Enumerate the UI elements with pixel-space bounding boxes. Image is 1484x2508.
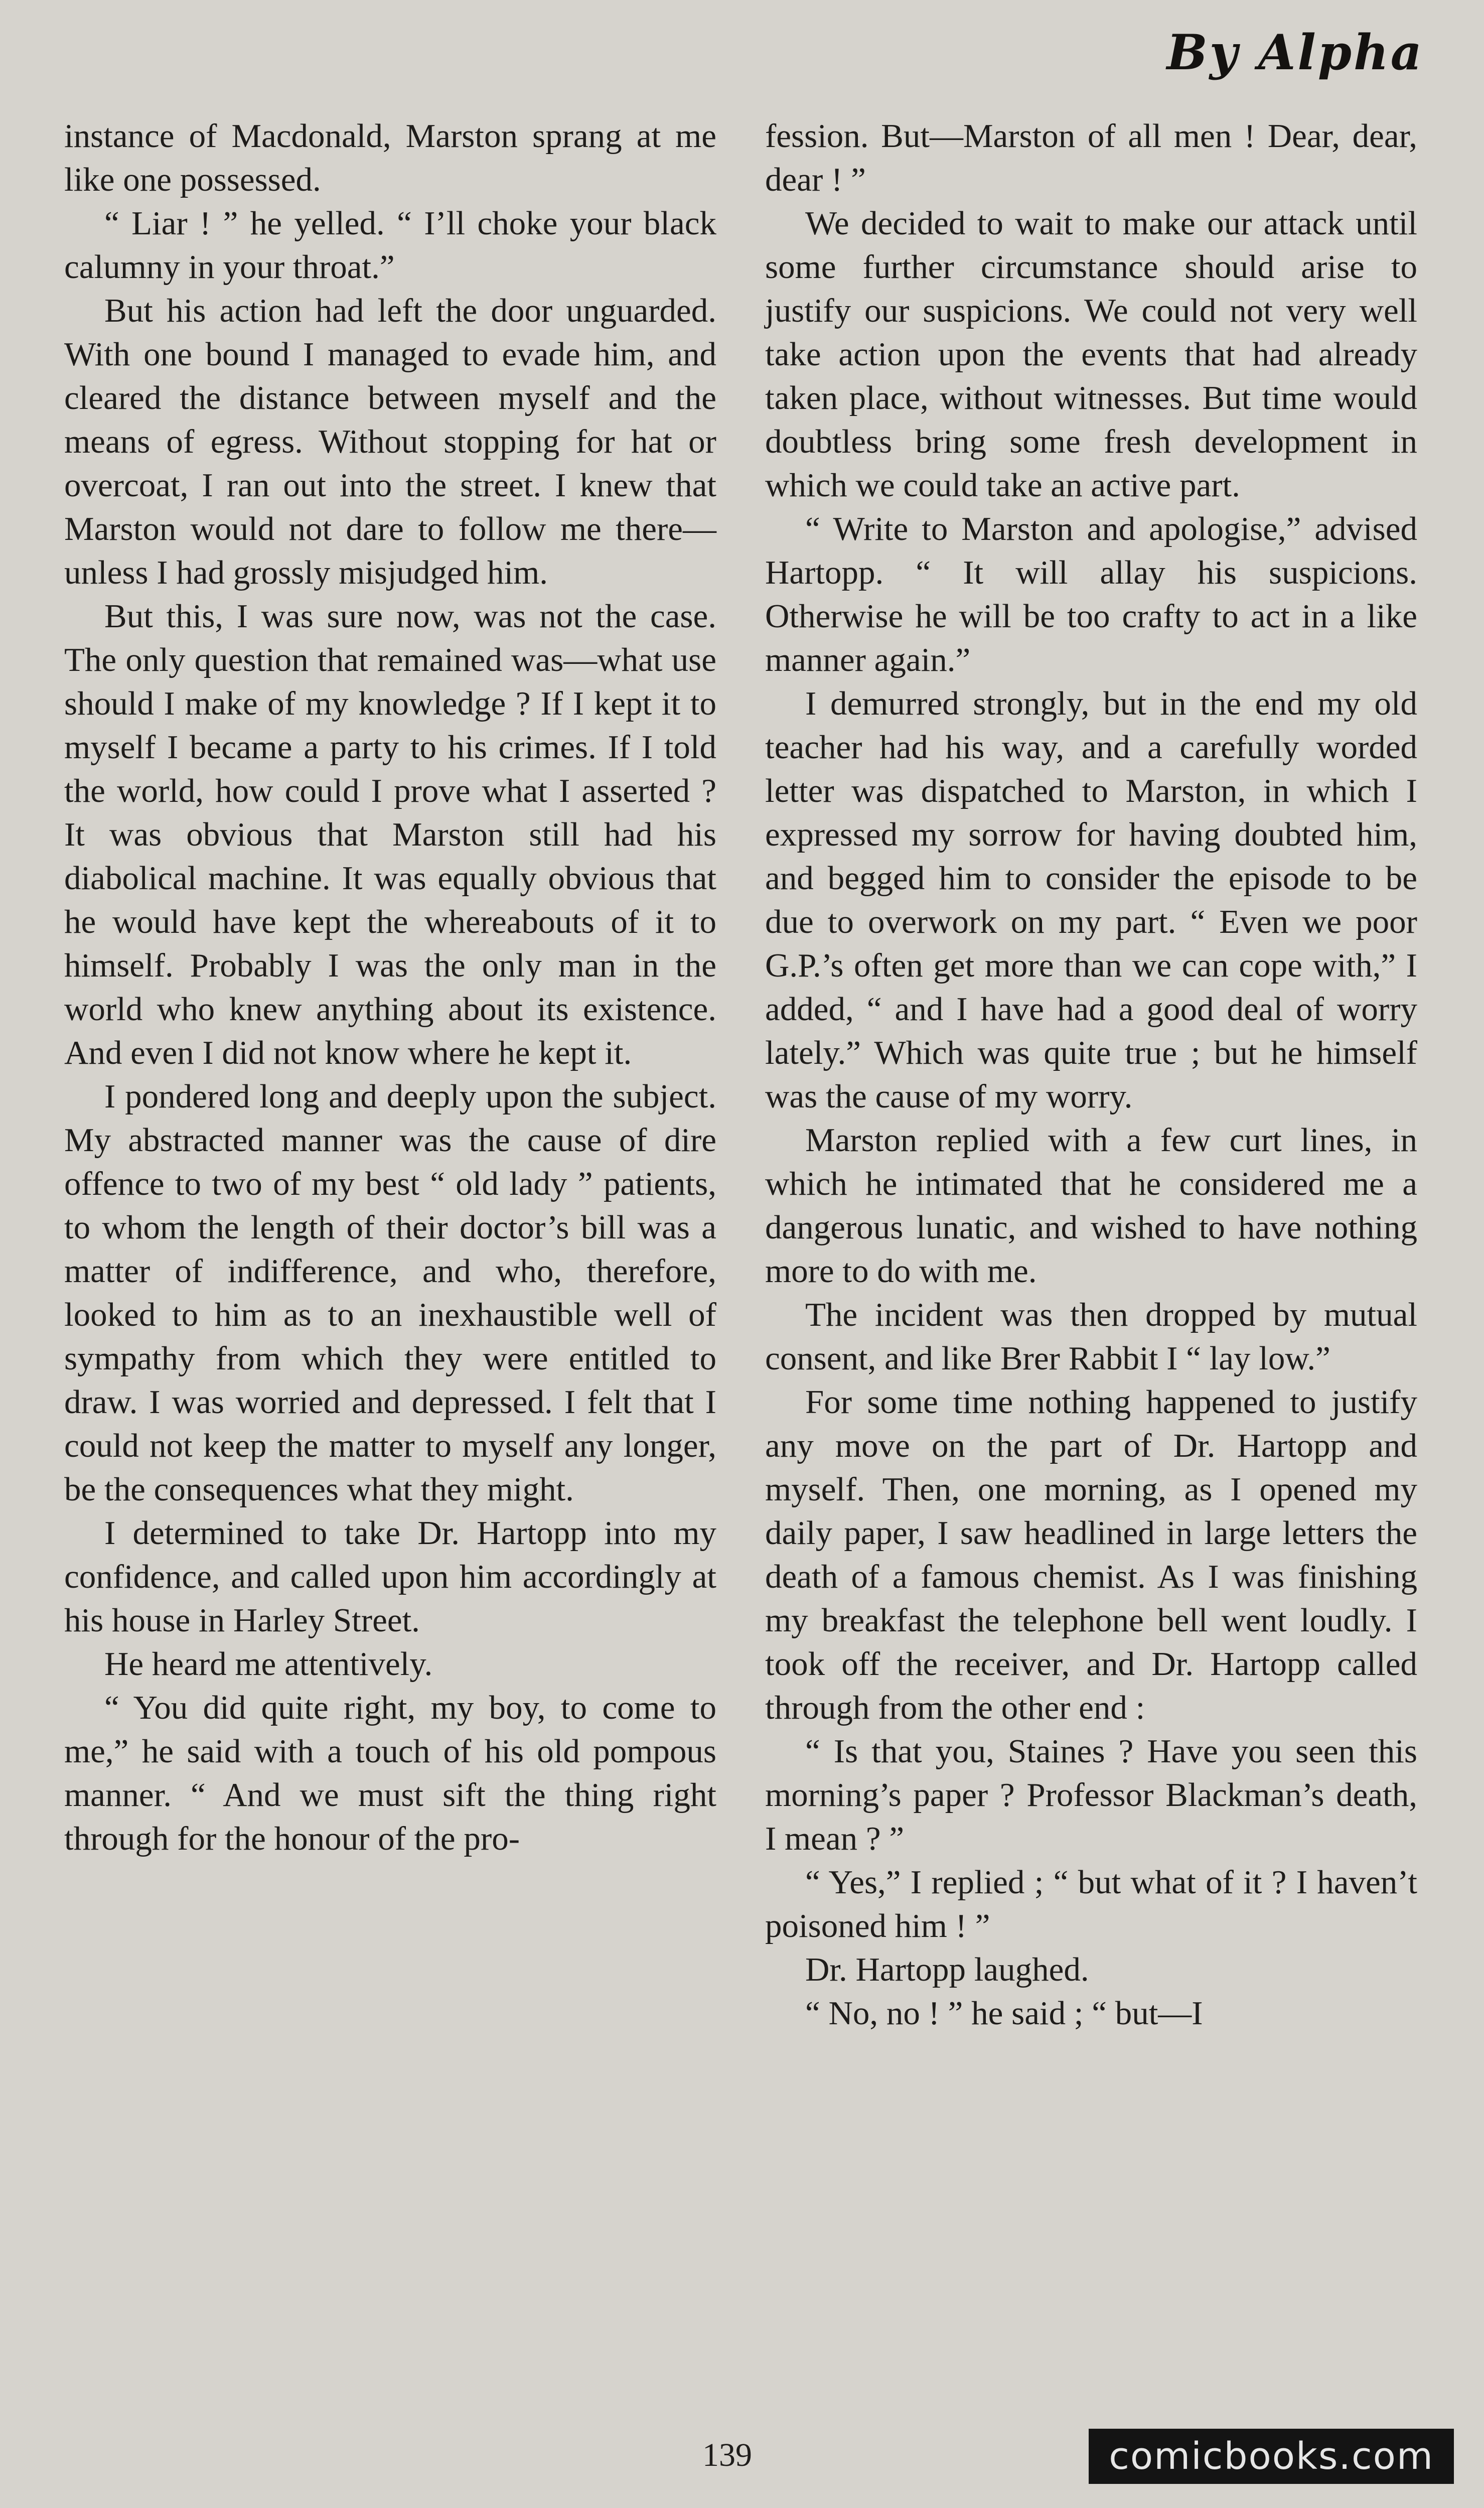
paragraph: But this, I was sure now, was not the case. The only question that remained was—what use should I make of my knowledge ? If I kept it to myself I became a party to his crimes. If I told the world, how could I prove what I asserted ? It was obvious that Marston still had his diabolical machine. It was equally obvious that he would have kept the whereabouts of it to himself. Probably I was the only man in the world who knew anything about its existence. And even I did not know where he kept it. [64,598,716,1071]
site-watermark: comicbooks.com [1089,2429,1454,2484]
paragraph: “ Liar ! ” he yelled. “ I’ll choke your black calumny in your throat.” [64,205,716,286]
page-number: 139 [702,2437,752,2473]
text-column-left [64,114,716,1861]
paragraph: Marston replied with a few curt lines, in which he intimated that he considered me a dangerous lunatic, and wished to have nothing more to do with me. [765,1122,1417,1290]
paragraph: I demurred strongly, but in the end my old teacher had his way, and a carefully worded letter was dispatched to Marston, in which I expressed my sorrow for having doubted him, and begged him to consider the episode to be due to overwork on my part. “ Even we poor G.P.’s often get more than we can cope with,” I added, “ and I have had a good deal of worry lately.” Which was quite true ; but he himself was the cause of my worry. [765,685,1417,1115]
paragraph: He heard me attentively. [104,1645,433,1683]
paragraph: But his action had left the door unguarded. With one bound I managed to evade him, and cleared the distance between myself and the means of egress. Without stopping for hat or overcoat, I ran out into the street. I knew that Marston would not dare to follow me there—unless I had grossly misjudged him. [64,292,716,591]
paragraph: The incident was then dropped by mutual consent, and like Brer Rabbit I “ lay low.” [765,1296,1417,1377]
paragraph: instance of Macdonald, Marston sprang at me like one possessed. [64,117,716,198]
paragraph: “ You did quite right, my boy, to come to me,” he said with a touch of his old pompous manner. “ And we must sift the thing right through for the honour of the pro- [64,1689,716,1857]
paragraph: “ Yes,” I replied ; “ but what of it ? I haven’t poisoned him ! ” [765,1864,1417,1944]
page-header-byline: By Alpha [1166,24,1424,81]
paragraph: “ Is that you, Staines ? Have you seen this morning’s paper ? Professor Blackman’s death, I mean ? ” [765,1733,1417,1857]
paragraph: I pondered long and deeply upon the subject. My abstracted manner was the cause of dire offence to two of my best “ old lady ” patients, to whom the length of their doctor’s bill was a matter of indifference, and who, therefore, looked to him as to an inexhaustible well of sympathy from which they were entitled to draw. I was worried and depressed. I felt that I could not keep the matter to myself any longer, be the consequences what they might. [64,1078,716,1508]
paragraph: “ Write to Marston and apologise,” advised Hartopp. “ It will allay his suspicions. Otherwise he will be too crafty to act in a like manner again.” [765,510,1417,678]
paragraph: Dr. Hartopp laughed. [805,1951,1089,1988]
paragraph: fession. But—Marston of all men ! Dear, dear, dear ! ” [765,117,1417,198]
text-column-right [765,114,1417,2035]
paragraph: “ No, no ! ” he said ; “ but—I [805,1995,1203,2032]
paragraph: I determined to take Dr. Hartopp into my confidence, and called upon him accordingly at his house in Harley Street. [64,1514,716,1639]
paragraph: For some time nothing happened to justify any move on the part of Dr. Hartopp and myself. Then, one morning, as I opened my daily paper, I saw headlined in large letters the death of a famous chemist. As I was finishing my breakfast the telephone bell went loudly. I took off the receiver, and Dr. Hartopp called through from the other end : [765,1383,1417,1726]
paragraph: We decided to wait to make our attack until some further circumstance should arise to justify our suspicions. We could not very well take action upon the events that had already taken place, without witnesses. But time would doubtless bring some fresh development in which we could take an active part. [765,205,1417,504]
